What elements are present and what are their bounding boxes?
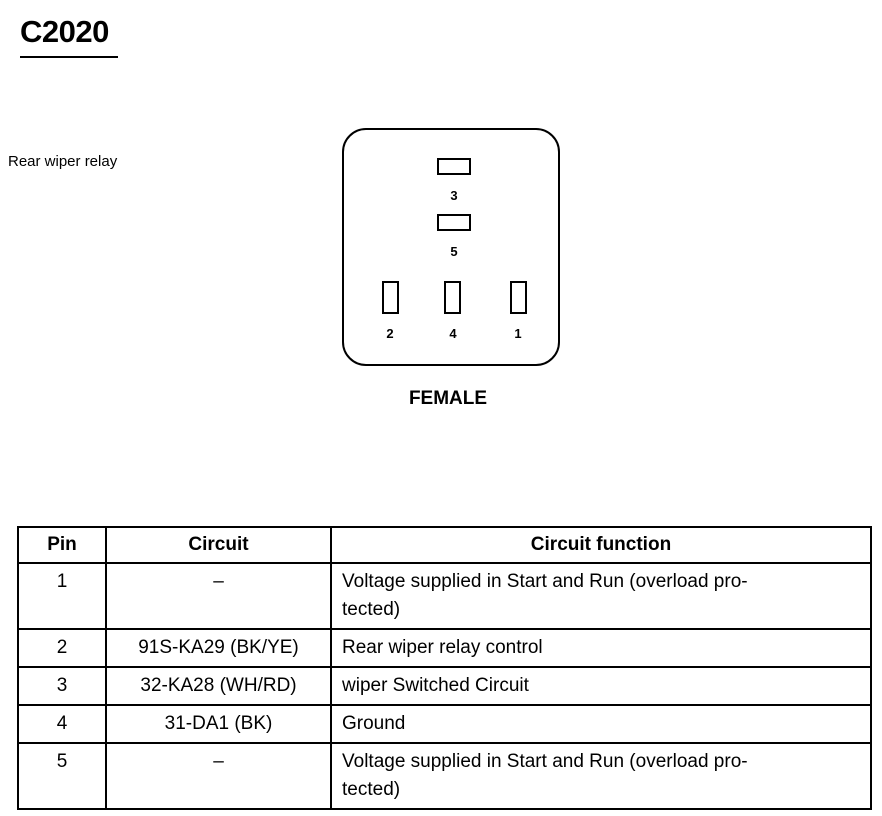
function-line: tected) xyxy=(342,779,401,800)
table-header-row xyxy=(18,527,871,563)
pin-slot-4 xyxy=(444,281,461,314)
table-row xyxy=(18,743,871,809)
pin-label-2: 2 xyxy=(386,326,394,341)
function-line: tected) xyxy=(342,599,401,620)
header-pin: Pin xyxy=(18,527,106,563)
cell-function: Ground xyxy=(331,705,871,743)
function-line: Voltage supplied in Start and Run (overload pro- xyxy=(342,571,748,592)
title-underline xyxy=(20,56,118,58)
pin-slot-5 xyxy=(437,214,471,231)
pin-label-1: 1 xyxy=(514,326,522,341)
pin-slot-2 xyxy=(382,281,399,314)
header-function: Circuit function xyxy=(331,527,871,563)
pin-slot-1 xyxy=(510,281,527,314)
cell-function xyxy=(331,563,871,629)
pin-slot-3 xyxy=(437,158,471,175)
connector-title: C2020 xyxy=(20,14,109,49)
table-row xyxy=(18,705,871,743)
component-label: Rear wiper relay xyxy=(8,153,118,170)
pin-label-5: 5 xyxy=(450,244,458,259)
table-row xyxy=(18,629,871,667)
cell-pin: 4 xyxy=(18,705,106,743)
cell-function xyxy=(331,743,871,809)
table-row xyxy=(18,667,871,705)
connector-face xyxy=(342,128,560,366)
header-circuit: Circuit xyxy=(106,527,331,563)
pin-label-3: 3 xyxy=(450,188,458,203)
gender-label: FEMALE xyxy=(408,388,488,409)
function-line: Voltage supplied in Start and Run (overload pro- xyxy=(342,751,748,772)
cell-function: wiper Switched Circuit xyxy=(331,667,871,705)
pin-table xyxy=(17,526,872,810)
cell-pin: 3 xyxy=(18,667,106,705)
cell-pin: 2 xyxy=(18,629,106,667)
cell-pin: 5 xyxy=(18,743,106,809)
pin-label-4: 4 xyxy=(449,326,457,341)
cell-function: Rear wiper relay control xyxy=(331,629,871,667)
cell-circuit: 91S-KA29 (BK/YE) xyxy=(106,629,331,667)
cell-pin: 1 xyxy=(18,563,106,629)
cell-circuit: – xyxy=(106,743,331,809)
cell-circuit: 31-DA1 (BK) xyxy=(106,705,331,743)
table-row xyxy=(18,563,871,629)
cell-circuit: 32-KA28 (WH/RD) xyxy=(106,667,331,705)
cell-circuit: – xyxy=(106,563,331,629)
